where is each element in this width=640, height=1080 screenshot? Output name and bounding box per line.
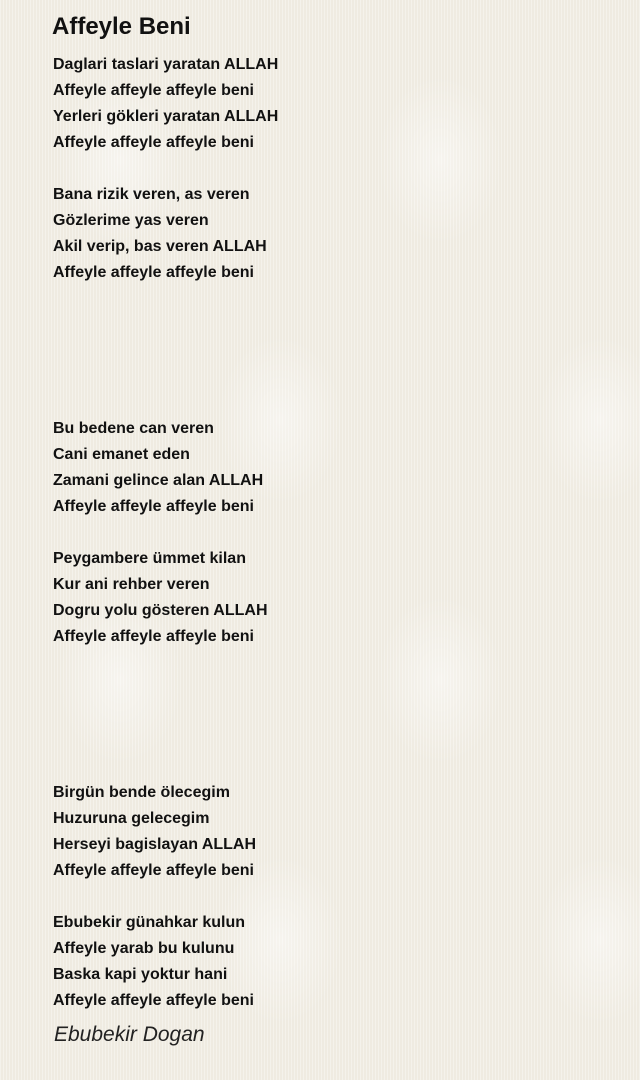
poem-line: Affeyle affeyle affeyle beni: [53, 862, 254, 879]
poem-line: Affeyle affeyle affeyle beni: [53, 628, 254, 645]
stanza-3: [53, 416, 613, 520]
poem-line: Affeyle affeyle affeyle beni: [53, 82, 254, 99]
poem-line: Affeyle affeyle affeyle beni: [53, 134, 254, 151]
poem-line: Kur ani rehber veren: [53, 576, 210, 593]
stanza-6: [53, 910, 613, 1014]
stanza-gap: [53, 650, 613, 780]
poem-line: Bu bedene can veren: [53, 420, 214, 437]
stanza-4: [53, 546, 613, 650]
poem-body: [53, 52, 613, 1014]
poem-line: Baska kapi yoktur hani: [53, 966, 228, 983]
poem-line: Yerleri gökleri yaratan ALLAH: [53, 108, 279, 125]
stanza-gap: [53, 156, 613, 182]
poem-line: Daglari taslari yaratan ALLAH: [53, 56, 279, 73]
poem-line: Ebubekir günahkar kulun: [53, 914, 246, 931]
poem-line: Affeyle yarab bu kulunu: [53, 940, 235, 957]
stanza-gap: [53, 884, 613, 910]
poem-line: Huzuruna gelecegim: [53, 810, 210, 827]
poem-line: Affeyle affeyle affeyle beni: [53, 264, 254, 281]
poem-line: Affeyle affeyle affeyle beni: [53, 992, 254, 1009]
poem-author: Ebubekir Dogan: [54, 1023, 205, 1046]
poem-line: Bana rizik veren, as veren: [53, 186, 250, 203]
poem-title: Affeyle Beni: [52, 13, 191, 40]
stanza-5: [53, 780, 613, 884]
poem-line: Zamani gelince alan ALLAH: [53, 472, 264, 489]
poem-line: Akil verip, bas veren ALLAH: [53, 238, 267, 255]
poem-line: Gözlerime yas veren: [53, 212, 209, 229]
poem-line: Affeyle affeyle affeyle beni: [53, 498, 254, 515]
stanza-gap: [53, 520, 613, 546]
poem-line: Birgün bende ölecegim: [53, 784, 230, 801]
poem-line: Dogru yolu gösteren ALLAH: [53, 602, 268, 619]
poem-line: Peygambere ümmet kilan: [53, 550, 246, 567]
stanza-2: [53, 182, 613, 286]
poem-line: Cani emanet eden: [53, 446, 190, 463]
poem-line: Herseyi bagislayan ALLAH: [53, 836, 257, 853]
stanza-gap: [53, 286, 613, 416]
poem-page: [53, 10, 613, 1050]
stanza-1: [53, 52, 613, 156]
